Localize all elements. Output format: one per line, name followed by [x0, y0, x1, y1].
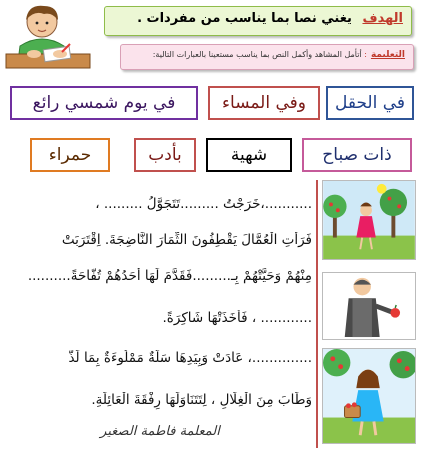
story-line: وَطَابَ مِنَ الْغِلَالِ ، لِتَتَنَاوَلَهَا رِفْقَةَ الْعَائِلَةِ. [91, 392, 312, 408]
goal-label: الهدف [362, 11, 403, 26]
girl-with-basket-picture [322, 348, 416, 444]
goal-banner [104, 6, 412, 36]
vertical-divider [316, 180, 318, 448]
story-line: فَرَأَتِ الْعُمَّالَ يَقْطِفُونَ الثِّمَارَ النَّاضِجَةَ. اِقْتَرَبَتْ [61, 232, 312, 248]
option-box: وفي المساء [208, 86, 320, 120]
option-box: ذات صباح [302, 138, 412, 172]
story-line: ..............، عَادَتْ وَبِيَدِهَا سَلَّةٌ مَمْلُوءَةٌ بِمَا لَذَّ [68, 350, 312, 366]
story-line: مِنْهُمْ وَحَيَّتْهُمْ بِـ.........فَقَدَّمَ لَهَا أَحَدُهُمْ تُفَّاحَةً.......... [27, 268, 312, 284]
girl-walking-orchard-picture [322, 180, 416, 260]
goal-text: يغني نصا بما يناسب من مفردات . [137, 11, 352, 26]
option-box: حمراء [30, 138, 110, 172]
option-box: بأدب [134, 138, 196, 172]
option-box: شهية [206, 138, 292, 172]
man-giving-apple-picture [322, 272, 416, 340]
option-box: في يوم شمسي رائع [10, 86, 198, 120]
instructions-label: التعليمة [370, 50, 405, 60]
option-box: في الحقل [326, 86, 414, 120]
story-line: ............ ، فَأَخَذَتْهَا شَاكِرَةً. [162, 310, 312, 326]
instructions-text: أتأمل المشاهد وأكمل النص بما يناسب مستعينا بالعبارات التالية: [152, 50, 362, 59]
boy-writing-illustration [4, 2, 92, 70]
instructions-banner: التعليمة: أتأمل المشاهد وأكمل النص بما يناسب مستعينا بالعبارات التالية: [120, 44, 414, 70]
story-line: ...........،خَرَجْتُ .........تَتَجَوَّلُ ......... ، [95, 196, 312, 212]
teacher-signature: المعلمة فاطمة الصغير [100, 424, 220, 439]
